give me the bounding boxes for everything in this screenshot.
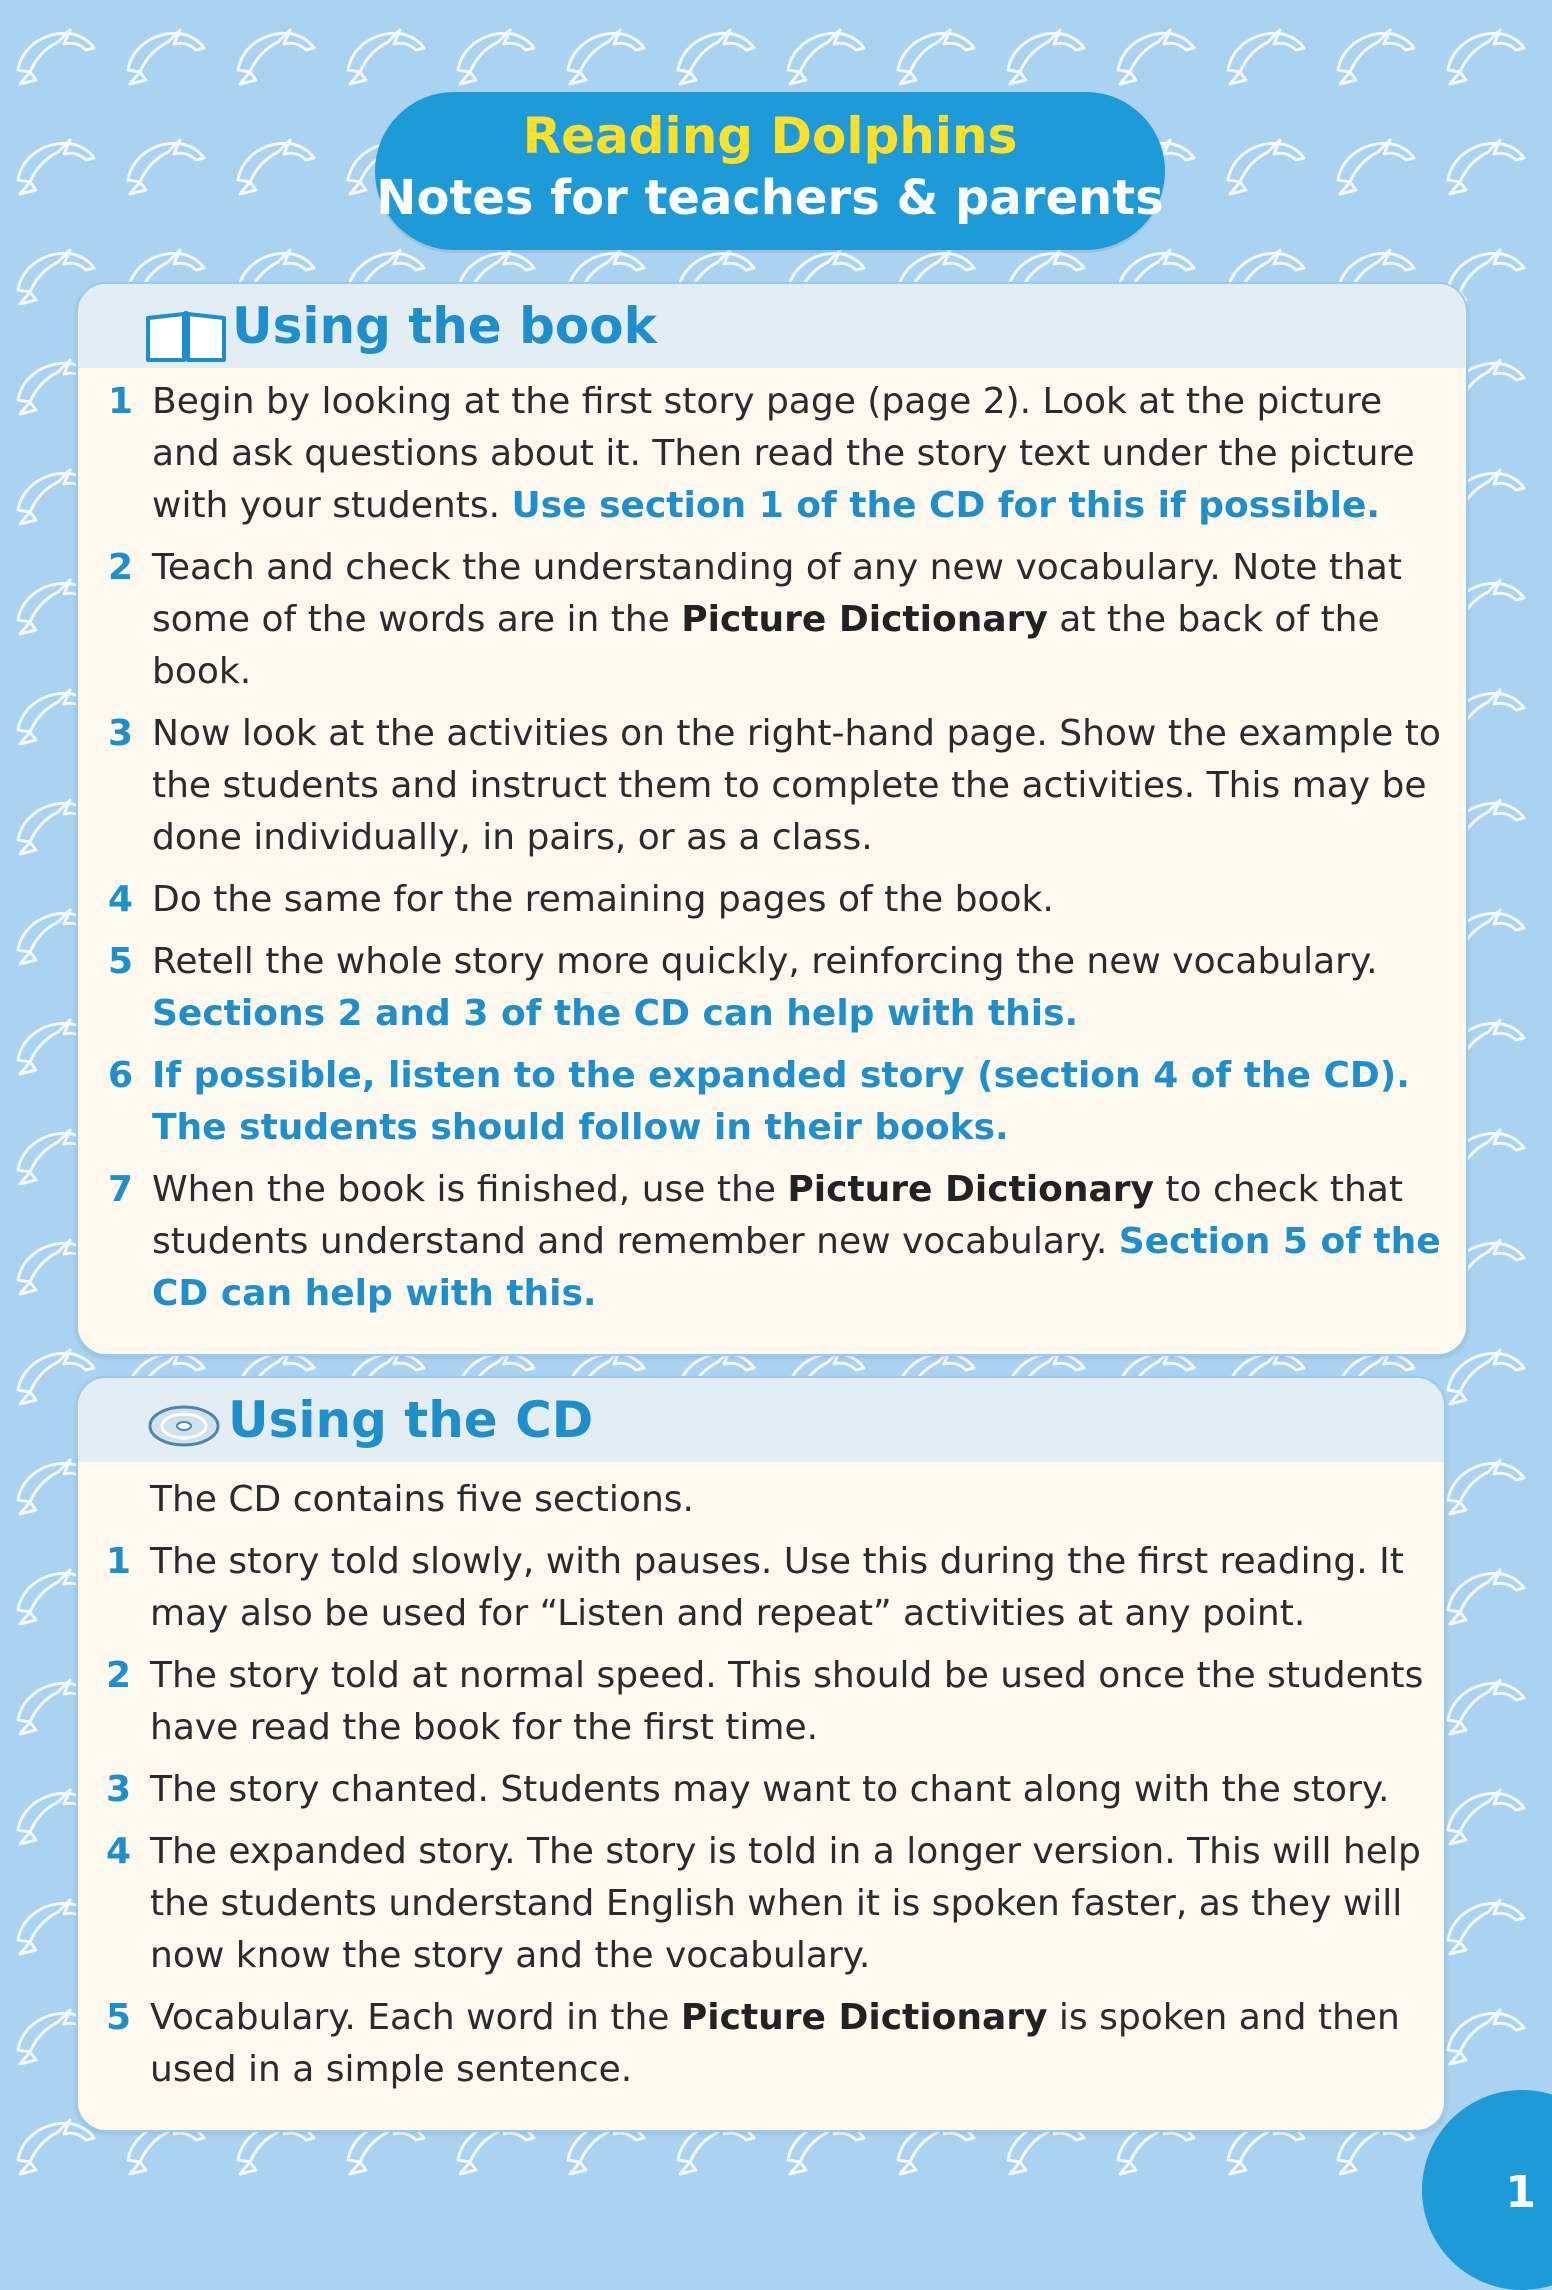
open-book-icon bbox=[144, 310, 228, 368]
list-item: 1 Begin by looking at the first story page (page 2). Look at the picture and ask questions about it. Then read the story text under the picture with your students. Use section 1 of the CD for this if possible. bbox=[108, 381, 1415, 526]
page-subtitle: Notes for teachers & parents bbox=[376, 170, 1164, 226]
list-item: 4 The expanded story. The story is told in a longer version. This will help the students understand English when it is spoken faster, as they will now know the story and the vocabulary. bbox=[106, 1831, 1421, 1976]
page-title: Reading Dolphins bbox=[522, 107, 1018, 165]
list-item: 3 Now look at the activities on the right-hand page. Show the example to the students and instruct them to complete the activities. This may be done individually, in pairs, or as a class. bbox=[108, 713, 1441, 858]
cd-intro-text: The CD contains five sections. bbox=[150, 1479, 694, 1520]
list-item: 2 Teach and check the understanding of any new vocabulary. Note that some of the words are in the Picture Dictionary at the back of the book. bbox=[108, 547, 1402, 692]
list-item: 4 Do the same for the remaining pages of the book. bbox=[108, 879, 1054, 920]
using-the-book-panel bbox=[76, 282, 1468, 1356]
list-item: 1 The story told slowly, with pauses. Use this during the first reading. It may also be used for “Listen and repeat” activities at any point. bbox=[106, 1541, 1404, 1634]
list-item: 5 Retell the whole story more quickly, reinforcing the new vocabulary. Sections 2 and 3 of the CD can help with this. bbox=[108, 941, 1378, 1034]
title-banner bbox=[375, 92, 1165, 250]
list-item: 5 Vocabulary. Each word in the Picture Dictionary is spoken and then used in a simple sentence. bbox=[106, 1997, 1400, 2090]
section-title-book: Using the book bbox=[232, 297, 657, 355]
list-item: 7 When the book is finished, use the Picture Dictionary to check that students understand and remember new vocabulary. Section 5 of the CD can help with this. bbox=[108, 1169, 1441, 1314]
section-title-cd: Using the CD bbox=[228, 1391, 594, 1449]
list-item: 6 If possible, listen to the expanded story (section 4 of the CD). The students should follow in their books. bbox=[108, 1055, 1410, 1148]
cd-disc-icon bbox=[148, 1404, 220, 1452]
using-the-cd-panel bbox=[76, 1376, 1446, 2132]
list-item: 2 The story told at normal speed. This should be used once the students have read the book for the first time. bbox=[106, 1655, 1424, 1748]
list-item: 3 The story chanted. Students may want to chant along with the story. bbox=[106, 1769, 1390, 1810]
cd-sections-list bbox=[106, 1474, 1426, 2106]
page-number: 1 bbox=[1505, 2167, 1536, 2218]
book-instructions-list bbox=[108, 376, 1448, 1330]
